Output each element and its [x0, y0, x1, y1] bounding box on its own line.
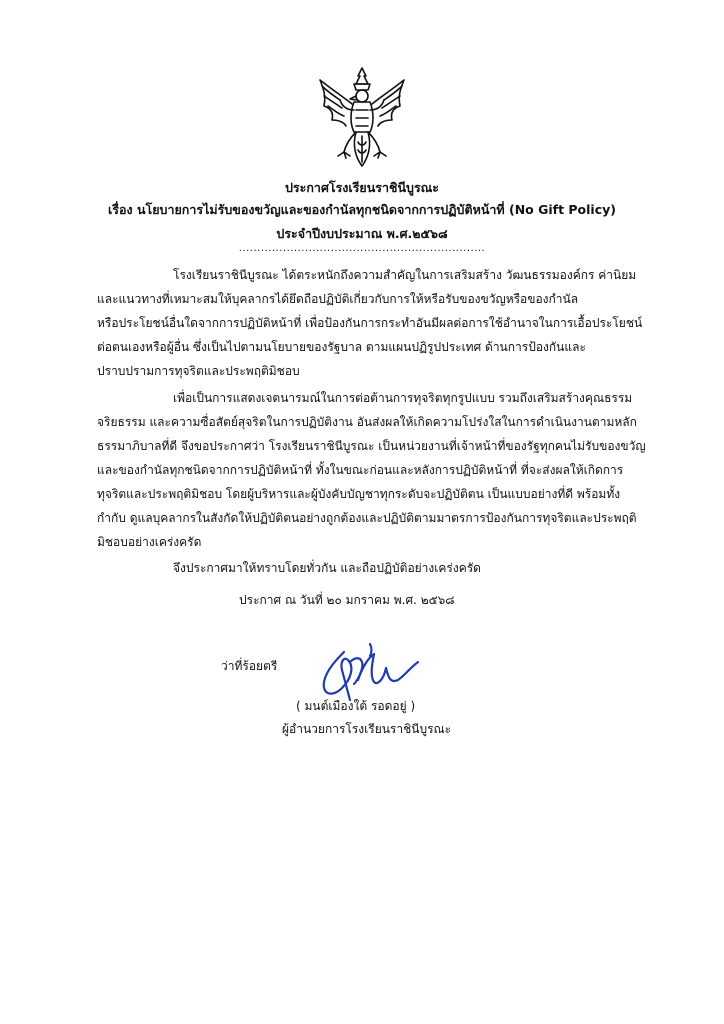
signer-name: ( มนต์เมืองใต้ รอดอยู่ ) — [296, 699, 416, 713]
title-divider: ................................................................... — [238, 243, 486, 254]
paragraph-1-line: และแนวทางที่เหมาะสมให้บุคลากรได้ยึดถือปฏิบัติเกี่ยวกับการให้หรือรับของขวัญหรือของกำนัล — [97, 292, 579, 306]
signer-position: ผู้อำนวยการโรงเรียนราชินีบูรณะ — [282, 722, 452, 736]
paragraph-1-line: หรือประโยชน์อื่นใดจากการปฏิบัติหน้าที่ เพื่อป้องกันการกระทำอันมีผลต่อการใช้อำนาจในการเอื้อประโยชน์ — [97, 316, 643, 330]
announcement-subject: เรื่อง นโยบายการไม่รับของขวัญและของกำนัลทุกชนิดจากการปฏิบัติหน้าที่ (No Gift Policy) — [108, 202, 616, 217]
garuda-emblem-icon — [316, 66, 408, 170]
paragraph-2-line: เพื่อเป็นการแสดงเจตนารมณ์ในการต่อต้านการทุจริตทุกรูปแบบ รวมถึงเสริมสร้างคุณธรรม — [173, 391, 633, 405]
announcement-title: ประกาศโรงเรียนราชินีบูรณะ — [285, 180, 439, 195]
paragraph-2-line: กำกับ ดูแลบุคลากรในสังกัดให้ปฏิบัติตนอย่างถูกต้องและปฏิบัติตามมาตรการป้องกันการทุจริตและประพฤติ — [97, 511, 637, 525]
fiscal-year: ประจำปีงบประมาณ พ.ศ.๒๕๖๘ — [276, 226, 448, 241]
paragraph-2-line: ทุจริตและประพฤติมิชอบ โดยผู้บริหารและผู้บังคับบัญชาทุกระดับจะปฏิบัติตน เป็นแบบอย่างที่ดี พร้อมทั้ง — [97, 487, 621, 501]
acting-rank: ว่าที่ร้อยตรี — [221, 659, 278, 673]
closing-statement: จึงประกาศมาให้ทราบโดยทั่วกัน และถือปฏิบัติอย่างเคร่งครัด — [173, 561, 481, 575]
paragraph-2-line: จริยธรรม และความซื่อสัตย์สุจริตในการปฏิบัติงาน อันส่งผลให้เกิดความโปร่งใสในการดำเนินงานตามหลัก — [97, 415, 637, 429]
announcement-date: ประกาศ ณ วันที่ ๒๐ มกราคม พ.ศ. ๒๕๖๘ — [239, 593, 455, 607]
paragraph-1-line: ต่อตนเองหรือผู้อื่น ซึ่งเป็นไปตามนโยบายของรัฐบาล ตามแผนปฏิรูปประเทศ ด้านการป้องกันและ — [97, 340, 586, 354]
paragraph-2-line: ธรรมาภิบาลที่ดี จึงขอประกาศว่า โรงเรียนราชินีบูรณะ เป็นหน่วยงานที่เจ้าหน้าที่ของรัฐทุกคนไม่รับของขวัญ — [97, 439, 646, 453]
paragraph-2-line: และของกำนัลทุกชนิดจากการปฏิบัติหน้าที่ ทั้งในขณะก่อนและหลังการปฏิบัติหน้าที่ ที่จะส่งผลให้เกิดการ — [97, 463, 624, 477]
paragraph-2-line: มิชอบอย่างเคร่งครัด — [97, 535, 202, 549]
paragraph-1-line: ปราบปรามการทุจริตและประพฤติมิชอบ — [97, 364, 300, 378]
paragraph-1-line: โรงเรียนราชินีบูรณะ ได้ตระหนักถึงความสำคัญในการเสริมสร้าง วัฒนธรรมองค์กร ค่านิยม — [173, 268, 637, 282]
